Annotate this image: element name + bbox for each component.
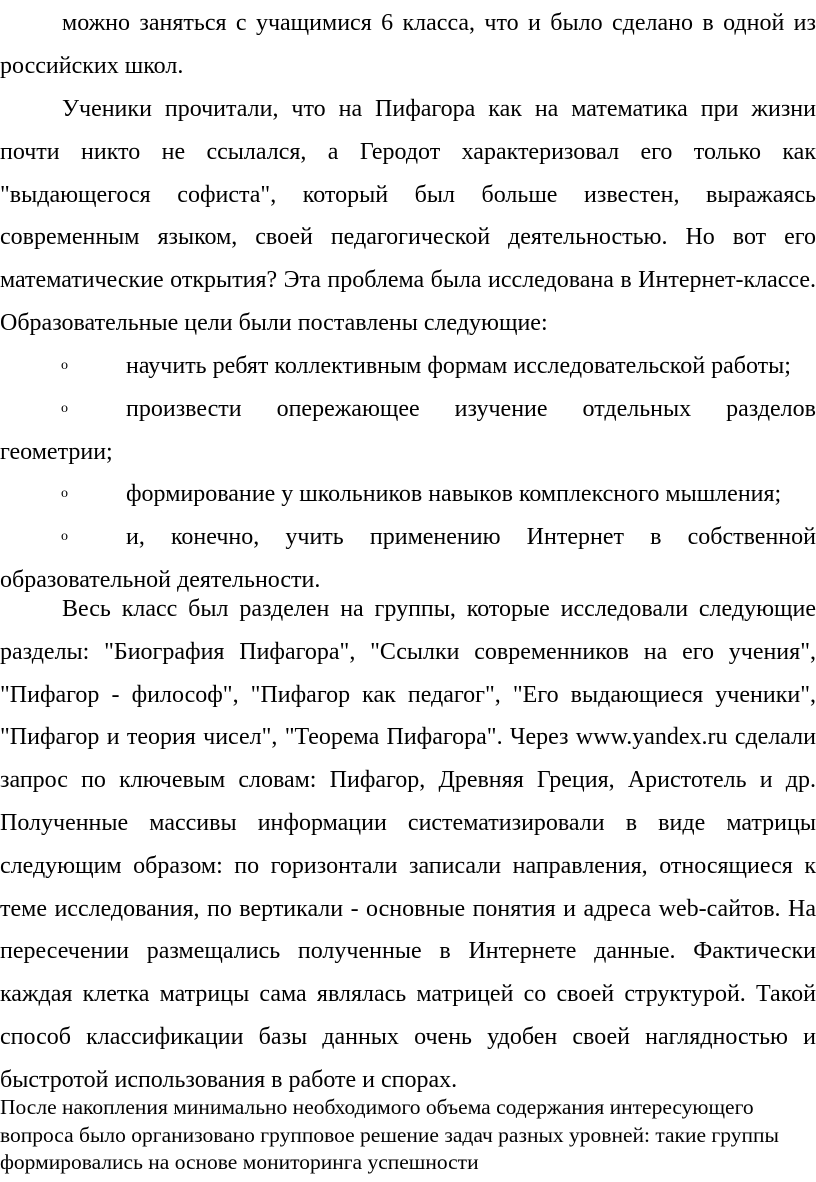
paragraph-intro: можно заняться с учащимися 6 класса, что и было сделано в одной из российских школ. <box>0 10 816 79</box>
paragraph-pythagoras: Ученики прочитали, что на Пифагора как на математика при жизни почти никто не ссылался, а Геродот характеризовал его только как "выдающегося софиста", который был больше известен, выражаясь современным языком, своей педагогической деятельностью. Но вот его математические открытия? Эта проблема была исследована в Интернет-классе. Образовательные цели были поставлены следующие: <box>0 96 816 336</box>
goal-item-2 <box>0 388 816 474</box>
goal-item-3 <box>0 473 816 516</box>
goal-text-4: и, конечно, учить применению Интернет в собственной образовательной деятельности. <box>0 524 816 593</box>
paragraph-groups: Весь класс был разделен на группы, которые исследовали следующие разделы: "Биография Пифагора", "Ссылки современников на его учения", "Пифагор - философ", "Пифагор как педагог", "Его выдающиеся ученики", "Пифагор и теория чисел", "Теорема Пифагора". Через www.yandex.ru сделали запрос по ключевым словам: Пифагор, Древняя Греция, Аристотель и др. Полученные массивы информации систематизировали в виде матрицы следующим образом: по горизонтали записали направления, относящиеся к теме исследования, по вертикали - основные понятия и адреса web-сайтов. На пересечении размещались полученные в Интернете данные. Фактически каждая клетка матрицы сама являлась матрицей со своей структурой. Такой способ классификации базы данных очень удобен своей наглядностью и быстротой использования в работе и спорах. <box>0 596 816 1093</box>
goal-text-3: формирование у школьников навыков комплексного мышления; <box>126 481 782 508</box>
goal-text-1: научить ребят коллективным формам исследовательской работы; <box>126 353 791 379</box>
bullet-marker: o <box>61 358 68 373</box>
paragraph-group-tasks: После накопления минимально необходимого объема содержания интересующего вопроса было организовано групповое решение задач разных уровней: такие группы формировались на основе мониторинга успешности <box>0 1095 779 1174</box>
goal-text-2: произвести опережающее изучение отдельных разделов геометрии; <box>0 395 816 465</box>
bullet-marker: o <box>61 486 68 502</box>
goal-item-1 <box>0 345 816 388</box>
bullet-marker: o <box>61 529 68 545</box>
bullet-marker: o <box>61 400 68 416</box>
goals-list <box>0 345 816 602</box>
